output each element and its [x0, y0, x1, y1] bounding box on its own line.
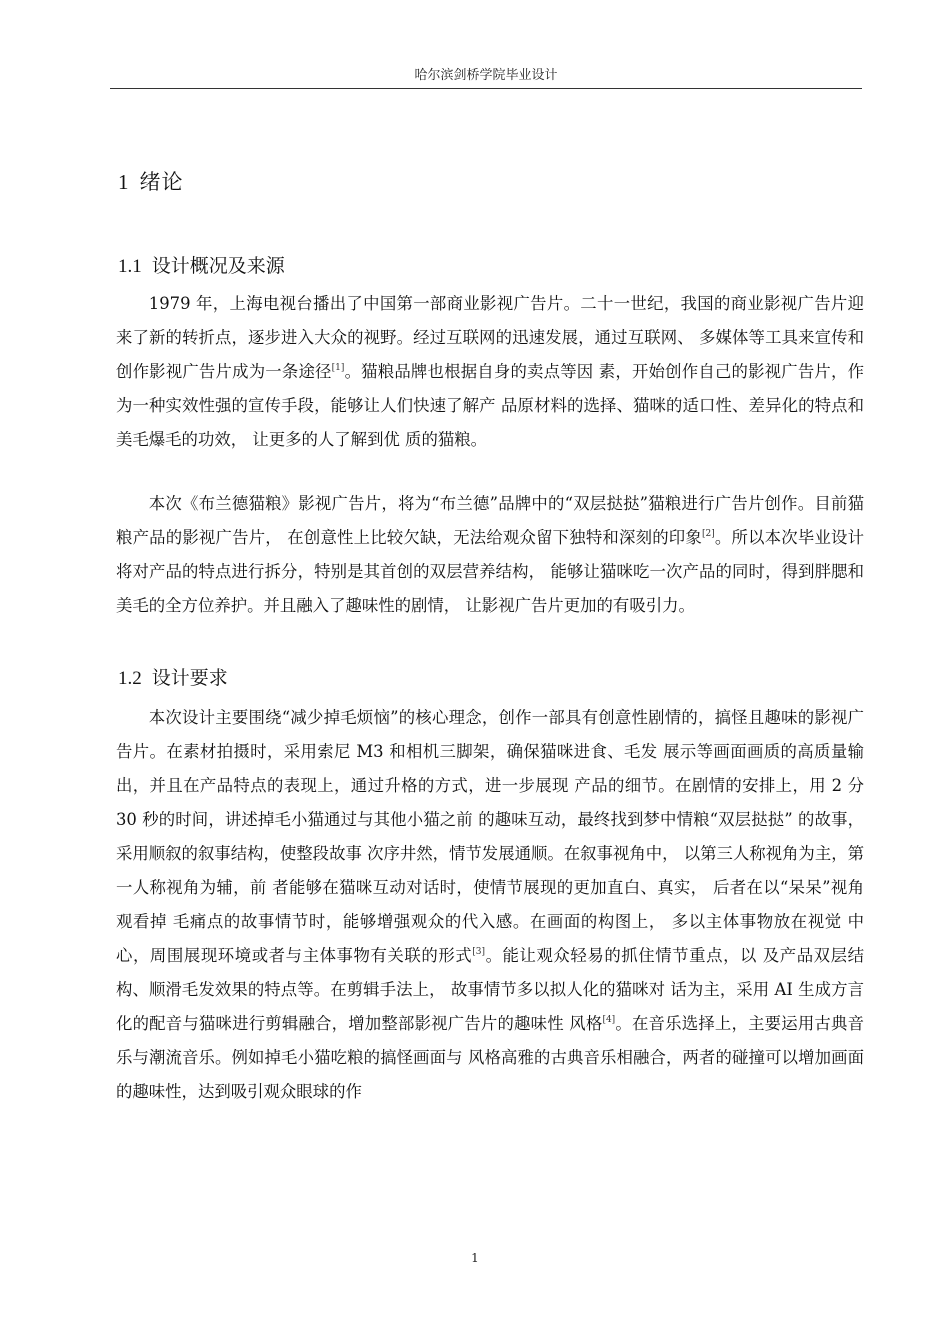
citation-ref: [3] — [472, 947, 485, 957]
paragraph-text: 本次设计主要围绕“减少掉毛烦恼”的核心理念，创作一部具有创意性剧情的，搞怪且趣味的影视广告片。在素材拍摄时，采用索尼 M3 和相机三脚架，确保猫咪进食、毛发 展示等画面画质的高质量输出，并且在产品特点的表现上，通过升格的方式，进一步展现 产品的细节。在剧情的安排上，用 2 分 30 秒的时间，讲述掉毛小猫通过与其他小猫之前 的趣味互动，最终找到梦中情粮“双层挞挞” 的故事，采用顺叙的叙事结构，使整段故事 次序井然，情节发展通顺。在叙事视角中， 以第三人称视角为主，第一人称视角为辅，前 者能够在猫咪互动对话时，使情节展现的更加直白、真实， 后者在以“呆呆”视角观看掉 毛痛点的故事情节时，能够增强观众的代入感。在画面的构图上， 多以主体事物放在视觉 中心，周围展现环境或者与主体事物有关联的形式 — [116, 708, 864, 965]
paragraph-1 — [116, 287, 864, 457]
chapter-number: 1 — [118, 170, 130, 194]
section-title: 设计要求 — [151, 667, 228, 689]
paragraph-text: 。猫粮品牌也根据自身的卖点等因 素，开始创作自己的影视广告片，作为一种实效性强的宣传手段，能够让人们快速了解产 品原材料的选择、猫咪的适口性、差异化的特点和美毛爆毛的功效， 让更多的人了解到优 质的猫粮。 — [116, 362, 864, 449]
paragraph-text: 1979 年，上海电视台播出了中国第一部商业影视广告片。二十一世纪，我国的商业影视广告片迎来了新的转折点，逐步进入大众的视野。经过互联网的迅速发展，通过互联网、 多媒体等工具来宣传和创作影视广告片成为一条途径 — [116, 294, 864, 381]
citation-ref: [2] — [701, 529, 715, 539]
paragraph-2 — [116, 487, 864, 623]
chapter-heading — [118, 166, 184, 196]
section-number: 1.2 — [118, 668, 142, 689]
section-number: 1.1 — [118, 256, 142, 277]
section-heading-1-2 — [118, 663, 228, 690]
section-heading-1-1 — [118, 251, 285, 278]
paragraph-text: 。在音乐选择上，主要运用古典音乐与潮流音乐。例如掉毛小猫吃粮的搞怪画面与 风格高雅的古典音乐相融合，两者的碰撞可以增加画面的趣味性，达到吸引观众眼球的作 — [116, 1014, 864, 1101]
paragraph-3 — [116, 701, 864, 1109]
header-rule — [110, 88, 862, 89]
paragraph-text: 本次《布兰德猫粮》影视广告片，将为“布兰德”品牌中的“双层挞挞”猫粮进行广告片创作。目前猫粮产品的影视广告片， 在创意性上比较欠缺，无法给观众留下独特和深刻的印象 — [116, 494, 864, 547]
page-number: 1 — [471, 1251, 479, 1265]
citation-ref: [1] — [331, 363, 345, 373]
section-title: 设计概况及来源 — [151, 255, 285, 277]
paragraph-text: 。能让观众轻易的抓住情节重点，以 及产品双层结构、顺滑毛发效果的特点等。在剪辑手法上， 故事情节多以拟人化的猫咪对 话为主，采用 AI 生成方言化的配音与猫咪进行剪辑融合，增加整部影视广告片的趣味性 风格 — [116, 946, 864, 1033]
citation-ref: [4] — [602, 1015, 616, 1025]
chapter-title: 绪论 — [139, 170, 184, 194]
paragraph-text: 。所以本次毕业设计将对产品的特点进行拆分，特别是其首创的双层营养结构， 能够让猫咪吃一次产品的同时，得到胖腮和美毛的全方位养护。并且融入了趣味性的剧情， 让影视广告片更加的有吸引力。 — [116, 528, 865, 615]
running-header: 哈尔滨剑桥学院毕业设计 — [414, 68, 558, 83]
